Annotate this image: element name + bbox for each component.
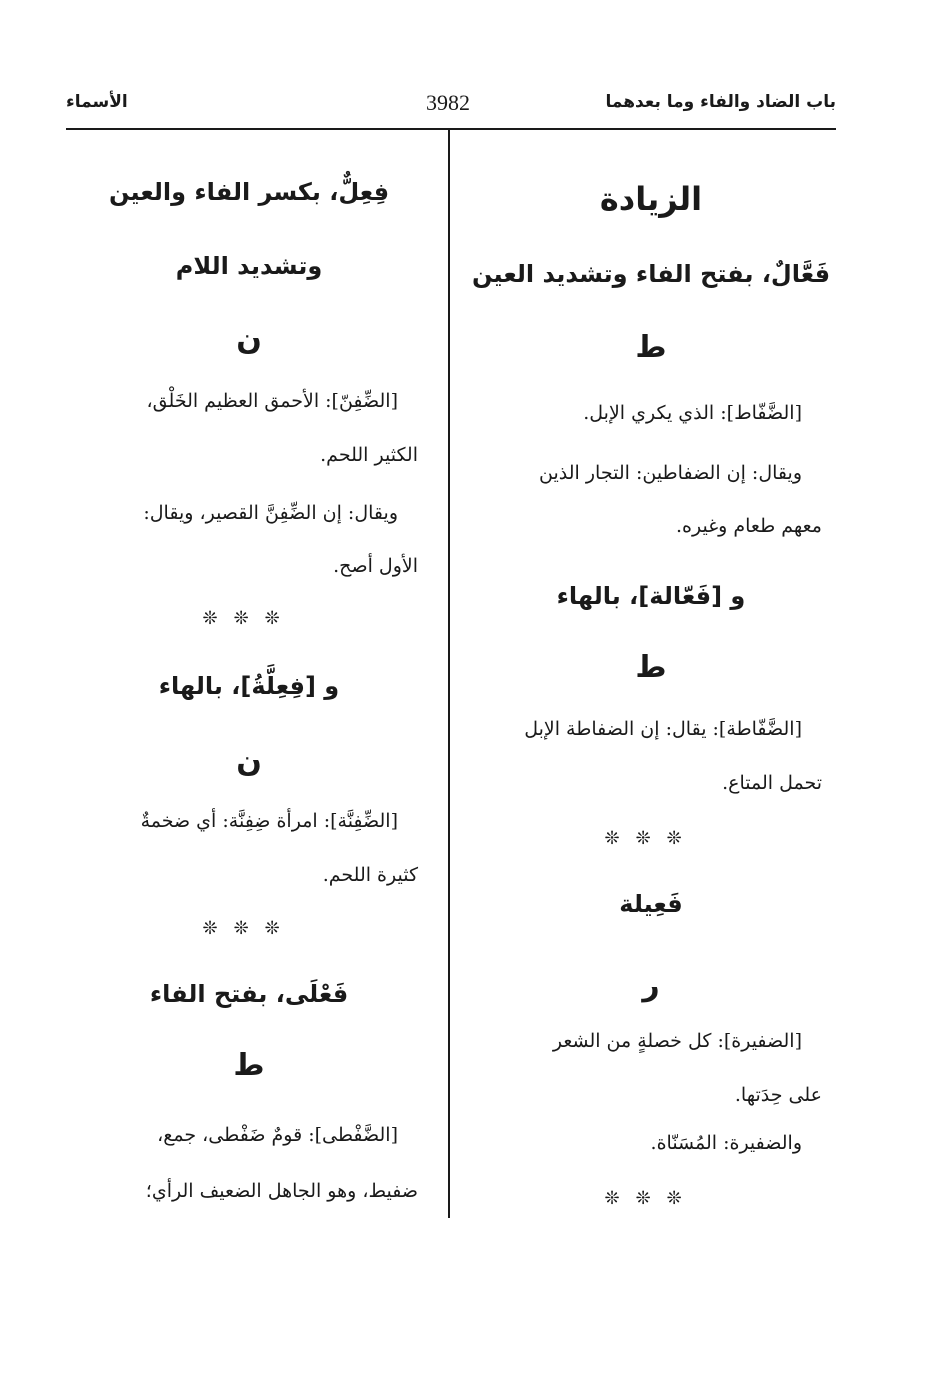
entry-line: ضفيط، وهو الجاهل الضعيف الرأي؛ <box>145 1180 418 1202</box>
column-divider <box>448 130 450 1218</box>
entry-line: ويقال: إن الضفاطين: التجار الذين <box>539 462 802 484</box>
entry-line: على حِدَتها. <box>734 1084 822 1106</box>
entry-line: [الضِّفِنّ]: الأحمق العظيم الخَلْق، <box>146 390 398 412</box>
entry-line: [الضَّفْطى]: قومٌ ضَفْطى، جمع، <box>157 1124 398 1146</box>
root-letter: ن <box>236 744 262 779</box>
section-separator: ❊❊❊ <box>202 918 296 939</box>
entry-line: الأول أصح. <box>333 555 418 577</box>
page-header <box>66 88 836 126</box>
header-rule <box>66 128 836 130</box>
section-separator: ❊❊❊ <box>604 1188 698 1209</box>
entry-line: [الضفيرة]: كل خصلةٍ من الشعر <box>552 1030 802 1052</box>
root-letter: ن <box>236 322 262 357</box>
pattern-heading: فَعِيلة <box>619 890 683 918</box>
root-letter: ط <box>233 1048 265 1083</box>
root-letter: ط <box>635 650 667 685</box>
page-number: 3982 <box>426 90 470 115</box>
pattern-heading: فَعَّالٌ، بفتح الفاء وتشديد العين <box>471 260 831 288</box>
entry-line: [الضَّفّاط]: الذي يكري الإبل. <box>583 402 802 424</box>
section-separator: ❊❊❊ <box>604 828 698 849</box>
entry-line: والضفيرة: المُسَنّاة. <box>650 1132 802 1154</box>
root-letter: ر <box>642 968 660 1003</box>
entry-line: الكثير اللحم. <box>320 444 418 466</box>
entry-line: [الضِّفِنَّة]: امرأة ضِفِنَّة: أي ضخمةٌ <box>140 810 398 832</box>
pattern-heading: فِعِلٌّ، بكسر الفاء والعين <box>108 178 390 206</box>
entry-line: ويقال: إن الضِّفِنَّ القصير، ويقال: <box>143 502 398 524</box>
pattern-heading: فَعْلَى، بفتح الفاء <box>149 980 349 1008</box>
section-separator: ❊❊❊ <box>202 608 296 629</box>
entry-line: كثيرة اللحم. <box>322 864 418 886</box>
pattern-heading: و [فَعّالة]، بالهاء <box>556 582 746 610</box>
entry-line: معهم طعام وغيره. <box>676 515 822 537</box>
running-head-chapter: باب الضاد والفاء وما بعدهما <box>605 92 836 112</box>
entry-line: تحمل المتاع. <box>722 772 822 794</box>
pattern-heading: وتشديد اللام <box>175 252 323 280</box>
pattern-heading: و [فِعِلَّةُ]، بالهاء <box>158 672 340 700</box>
section-title: الزيادة <box>599 180 703 218</box>
entry-line: [الضَّفّاطة]: يقال: إن الضفاطة الإبل <box>524 718 802 740</box>
running-head-section: الأسماء <box>66 92 128 112</box>
root-letter: ط <box>635 330 667 365</box>
